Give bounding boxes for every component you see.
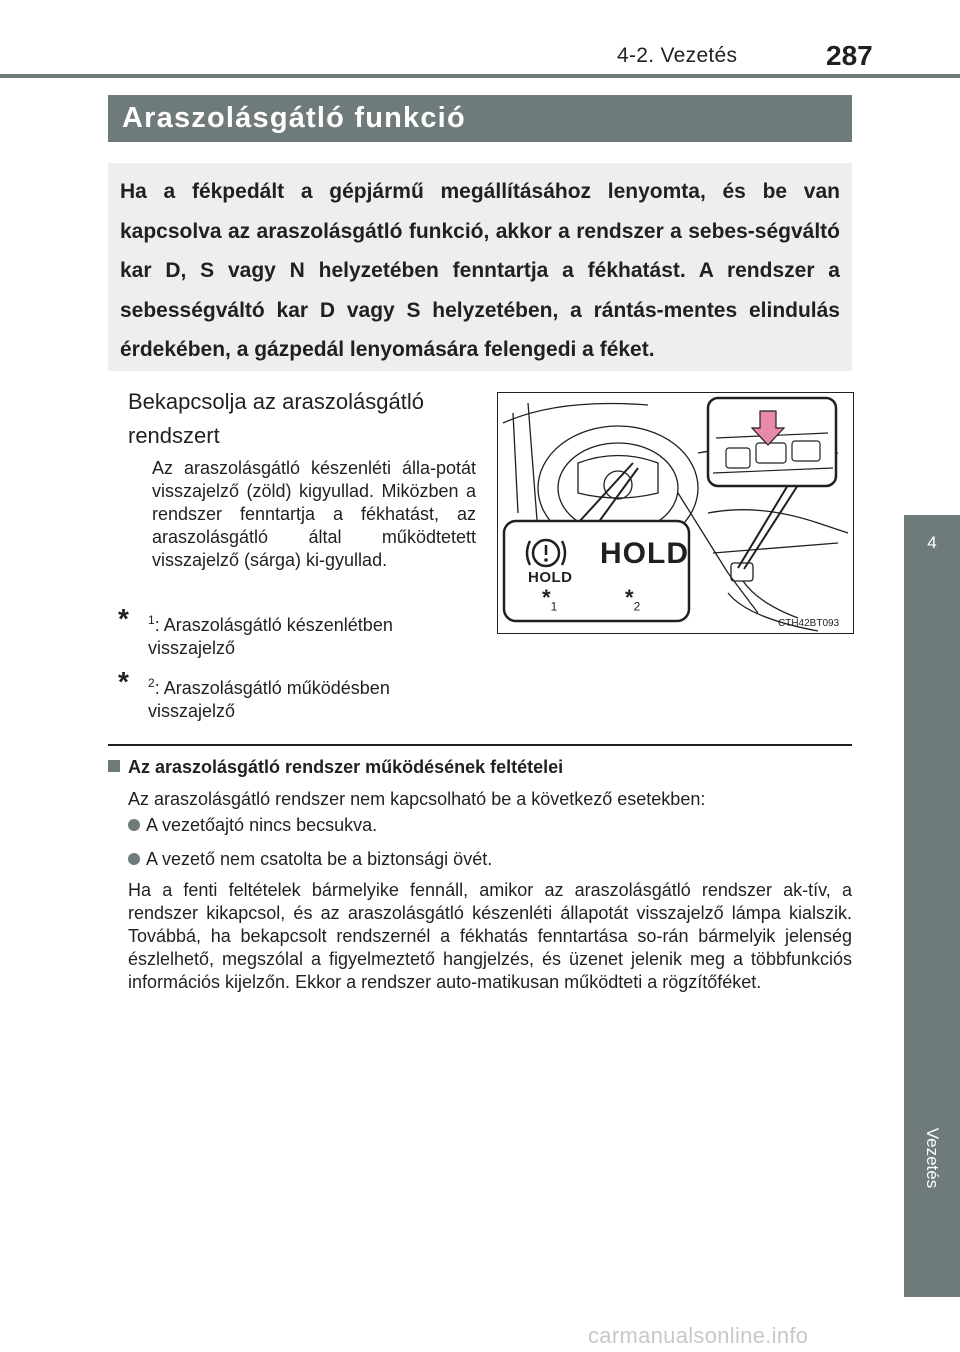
section-divider	[108, 744, 852, 746]
note-standby-indicator	[118, 603, 478, 659]
round-bullet-icon	[128, 853, 140, 865]
list-item-text: A vezetőajtó nincs becsukva.	[146, 815, 378, 835]
note-star-marker: *	[118, 666, 129, 697]
list-item	[128, 849, 492, 870]
chapter-label: Vezetés	[923, 1127, 942, 1189]
note-body	[148, 672, 448, 723]
list-item-text: A vezető nem csatolta be a biztonsági övét.	[146, 849, 493, 869]
hold-small-label: HOLD	[528, 569, 573, 586]
chapter-number: 4	[927, 533, 937, 552]
page-number: 287	[826, 40, 873, 71]
figure-marker-1: $*_1$	[542, 585, 558, 614]
section-label: 4-2. Vezetés	[617, 44, 738, 67]
figure-marker-2-index: 2	[633, 599, 641, 614]
conditions-lead: Az araszolásgátló rendszer nem kapcsolható be a következő esetekben:	[128, 789, 706, 809]
page-title: Araszolásgátló funkció	[122, 102, 466, 134]
watermark[interactable]: carmanualsonline.info	[588, 1323, 809, 1348]
note-text: : Araszolásgátló működésben visszajelző	[148, 678, 390, 721]
intro-box	[108, 163, 852, 371]
note-text: : Araszolásgátló készenlétben visszajelző	[148, 615, 393, 658]
chapter-side-tab[interactable]	[904, 515, 960, 1297]
round-bullet-icon	[128, 819, 140, 831]
closing-paragraph: Ha a fenti feltételek bármelyike fennáll, amikor az araszolásgátló rendszer ak-tív, a rendszer kikapcsol, és az araszolásgátló készenléti állapotát visszajelző lámpa kialszik. Továbbá, ha bekapcsolt rendszernél a fékhatás fenntartása so-rán bármelyik jelenség észlelhető, megszólal a figyelmeztető hangjelzés, és üzenet jelenik meg a többfunkciós információs kijelzőn. Ekkor a rendszer auto-matikusan működteti a rögzítőféket.	[128, 880, 852, 992]
conditions-heading-text: Az araszolásgátló rendszer működésének feltételei	[128, 757, 564, 777]
dashboard-illustration	[497, 392, 854, 634]
note-star-marker: *	[118, 603, 129, 634]
step-description: Az araszolásgátló készenléti álla-potát visszajelző (zöld) kigyullad. Miközben a rendszer fenntartja a fékhatást, az araszolásgátló által működtetett visszajelző (sárga) ki-gyullad.	[152, 458, 476, 570]
figure-marker-2: $*_2$	[625, 585, 641, 614]
square-bullet-icon	[108, 760, 120, 772]
chapter-label-wrap	[920, 1120, 944, 1200]
hold-large-label: HOLD	[600, 537, 689, 570]
note-operating-indicator	[118, 666, 478, 722]
title-bar	[108, 95, 852, 142]
note-body	[148, 609, 448, 660]
list-item	[128, 815, 377, 836]
note-index: 1	[148, 613, 155, 627]
conditions-heading	[108, 757, 563, 778]
intro-text: Ha a fékpedált a gépjármű megállításához lenyomta, és be van kapcsolva az araszolásgátló funkció, akkor a rendszer a sebes-ségváltó kar D, S vagy N helyzetében fenntartja a fékhatást. A rendszer a sebességváltó kar D vagy S helyzetében, a rántás-mentes elindulás érdekében, a gázpedál lenyomására felengedi a féket.	[120, 180, 840, 361]
figure-caption: CTH42BT093	[778, 618, 840, 629]
figure-marker-1-index: 1	[550, 599, 558, 614]
step-heading: Bekapcsolja az araszolásgátló rendszert	[128, 389, 424, 448]
note-index: 2	[148, 676, 155, 690]
header-rule	[0, 74, 960, 78]
